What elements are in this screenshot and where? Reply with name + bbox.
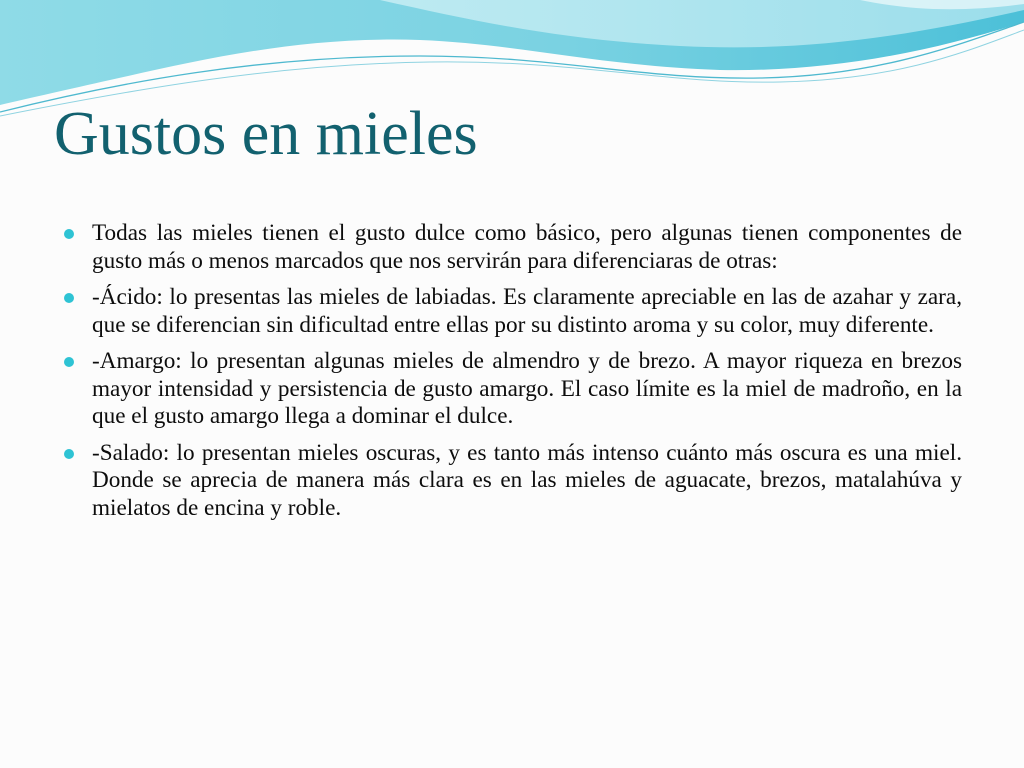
bullet-dot-icon [64,357,74,367]
slide-title: Gustos en mieles [54,100,478,168]
bullet-dot-icon [64,293,74,303]
bullet-text: -Ácido: lo presentas las mieles de labiadas. Es claramente apreciable en las de azahar y zara, que se diferencian sin dificultad entre ellas por su distinto aroma y su color, muy diferente. [92,284,962,338]
bullet-list [62,220,962,531]
bullet-text: -Amargo: lo presentan algunas mieles de almendro y de brezo. A mayor riqueza en brezos mayor intensidad y persistencia de gusto amargo. El caso límite es la miel de madroño, en la que el gusto amargo llega a dominar el dulce. [92,348,962,429]
bullet-dot-icon [64,229,74,239]
bullet-item [62,440,962,523]
bullet-dot-icon [64,449,74,459]
bullet-text: -Salado: lo presentan mieles oscuras, y es tanto más intenso cuánto más oscura es una miel. Donde se aprecia de manera más clara es en las mieles de aguacate, brezos, matalahúva y mielatos de encina y roble. [92,439,962,521]
bullet-item [62,348,962,431]
bullet-item [62,220,962,275]
bullet-item [62,284,962,339]
bullet-text: Todas las mieles tienen el gusto dulce como básico, pero algunas tienen componentes de gusto más o menos marcados que nos servirán para diferenciaras de otras: [92,220,962,274]
